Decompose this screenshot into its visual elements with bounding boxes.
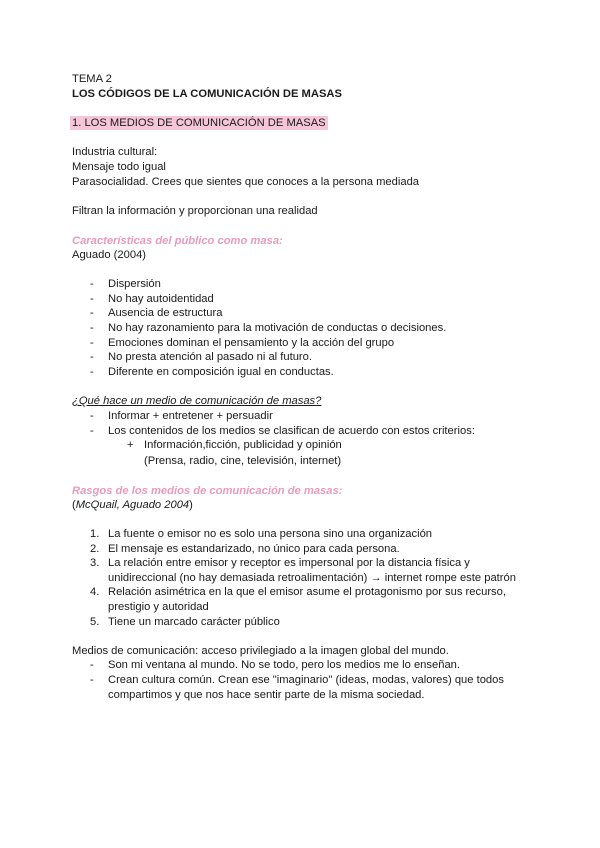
bullet-dash: - (90, 366, 94, 378)
subheading-rasgos: Rasgos de los medios de comunicación de masas: (72, 485, 343, 497)
paren-open: ( (72, 499, 76, 511)
list-number: 1. (90, 528, 100, 540)
section-heading-text: 1. LOS MEDIOS DE COMUNICACIÓN DE MASAS (72, 117, 326, 129)
list-number: 4. (90, 586, 100, 598)
bullet-dash: - (90, 659, 94, 671)
list-item-continuation: compartimos y que nos hace sentir parte de la misma sociedad. (108, 689, 425, 701)
list-item: Informar + entretener + persuadir (108, 410, 273, 422)
list-item: Diferente en composición igual en conductas. (108, 366, 334, 378)
bullet-dash: - (90, 425, 94, 437)
list-number: 2. (90, 543, 100, 555)
filter-line: Filtran la información y proporcionan una realidad (72, 205, 318, 217)
list-item: La relación entre emisor y receptor es impersonal por la distancia física y (108, 557, 470, 569)
bullet-dash: - (90, 410, 94, 422)
subheading-caracteristicas: Características del público como masa: (72, 235, 283, 247)
list-item-continuation: prestigio y autoridad (108, 601, 209, 613)
list-number: 3. (90, 557, 100, 569)
list-item: Ausencia de estructura (108, 307, 223, 319)
bullet-dash: - (90, 674, 94, 686)
bullet-dash: - (90, 307, 94, 319)
source-citation: Aguado (2004) (72, 249, 147, 261)
list-item: Los contenidos de los medios se clasifican de acuerdo con estos criterios: (108, 425, 475, 437)
paren-close: ) (189, 499, 193, 511)
bullet-dash: - (90, 278, 94, 290)
list-item: Emociones dominan el pensamiento y la acción del grupo (108, 337, 395, 349)
subheading-que-hace: ¿Qué hace un medio de comunicación de masas? (72, 395, 322, 407)
tema-label: TEMA 2 (72, 73, 112, 85)
list-item: Son mi ventana al mundo. No se todo, pero los medios me lo enseñan. (108, 659, 460, 671)
source-citation (72, 498, 193, 512)
list-item: No hay razonamiento para la motivación de conductas o decisiones. (108, 322, 447, 334)
bullet-plus: + (127, 439, 134, 451)
list-item: El mensaje es estandarizado, no único para cada persona. (108, 543, 400, 555)
list-item: La fuente o emisor no es solo una persona sino una organización (108, 528, 433, 540)
sub-list-detail: (Prensa, radio, cine, televisión, internet) (144, 455, 342, 467)
section-heading (70, 116, 328, 130)
bullet-dash: - (90, 293, 94, 305)
list-item-continuation: unidireccional (no hay demasiada retroalimentación) → internet rompe este patrón (108, 572, 516, 584)
bullet-dash: - (90, 337, 94, 349)
source-citation-text: McQuail, Aguado 2004 (75, 499, 190, 511)
sub-list-item: Información,ficción, publicidad y opinión (144, 439, 342, 451)
list-item: Dispersión (108, 278, 161, 290)
bullet-dash: - (90, 351, 94, 363)
list-item: No presta atención al pasado ni al futuro. (108, 351, 312, 363)
list-number: 5. (90, 616, 100, 628)
medios-intro: Medios de comunicación: acceso privilegiado a la imagen global del mundo. (72, 645, 449, 657)
list-item: Tiene un marcado carácter público (108, 616, 280, 628)
list-item: Relación asimétrica en la que el emisor asume el protagonismo por sus recurso, (108, 586, 506, 598)
intro-line: Industria cultural: (72, 146, 158, 158)
intro-line: Parasocialidad. Crees que sientes que conoces a la persona mediada (72, 176, 420, 188)
bullet-dash: - (90, 322, 94, 334)
list-item: No hay autoidentidad (108, 293, 214, 305)
document-title: LOS CÓDIGOS DE LA COMUNICACIÓN DE MASAS (72, 88, 342, 100)
intro-line: Mensaje todo igual (72, 161, 166, 173)
list-item: Crean cultura común. Crean ese "imaginario" (ideas, modas, valores) que todos (108, 674, 504, 686)
